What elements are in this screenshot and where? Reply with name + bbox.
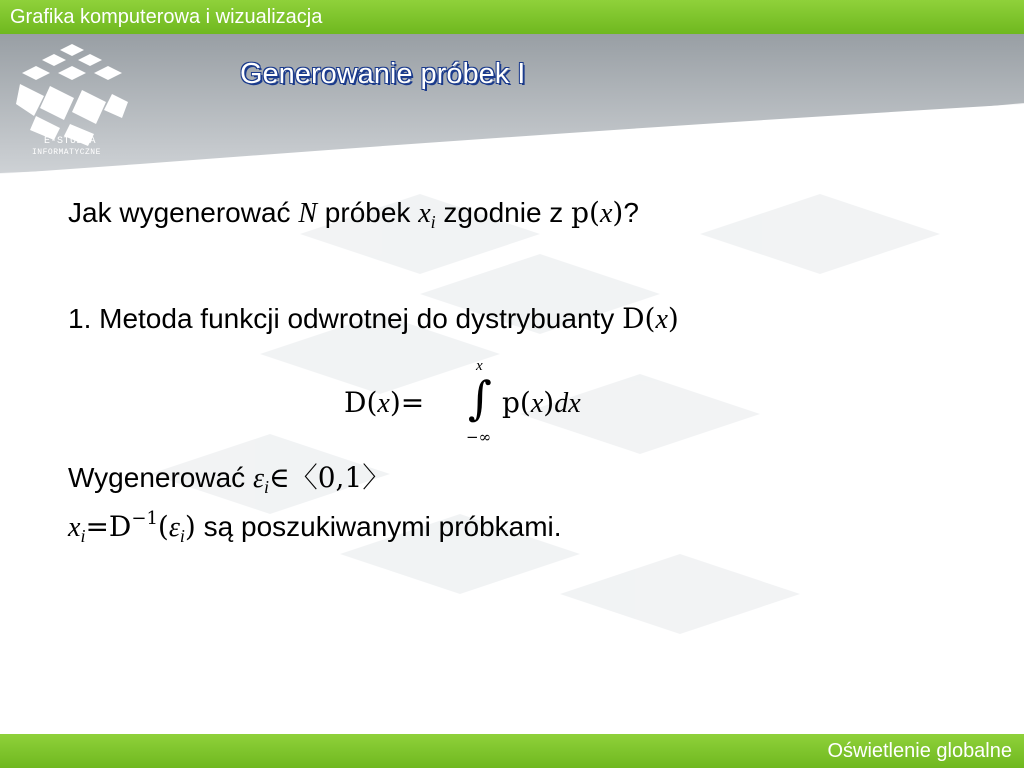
generate-text: Wygenerować (68, 462, 253, 493)
symbol-subscript-i: i (430, 212, 436, 232)
formula-equals: )= (389, 386, 425, 419)
result-epsilon-i: i (179, 526, 185, 546)
symbol-epsilon-i: i (264, 477, 270, 497)
course-title: Grafika komputerowa i wizualizacja (10, 6, 323, 28)
slide-title: Generowanie próbek I (240, 58, 526, 90)
symbol-p: p( (571, 196, 600, 229)
formula-p-close: ) (543, 386, 555, 419)
integral-sign: ∫ (468, 371, 492, 425)
formula-p: p( (502, 386, 531, 419)
symbol-epsilon: ε (252, 463, 264, 494)
result-x: x (68, 512, 81, 543)
integral-lower-limit: −∞ (466, 428, 492, 446)
section-title: Oświetlenie globalne (827, 740, 1012, 762)
method-line (68, 302, 679, 336)
formula-lhs (344, 386, 424, 420)
question-mark: ? (623, 197, 639, 228)
symbol-D-close: ) (667, 302, 679, 335)
formula-rhs (502, 386, 581, 420)
logo-text-estudia: E-STUDIA (44, 136, 97, 147)
result-close: ) (184, 510, 196, 543)
method-text: 1. Metoda funkcji odwrotnej do dystrybuanty (68, 303, 623, 334)
result-eq-D: =D (85, 510, 132, 543)
symbol-N: N (298, 198, 318, 229)
logo-text-informatyczne: INFORMATYCZNE (32, 148, 101, 157)
symbol-D: D( (622, 302, 656, 335)
generate-line (68, 456, 390, 498)
result-epsilon: ε (168, 512, 180, 543)
question-prefix: Jak wygenerować (68, 197, 299, 228)
result-x-i: i (80, 526, 86, 546)
result-text: są poszukiwanymi próbkami. (195, 511, 562, 542)
formula-D: D( (344, 386, 378, 419)
symbol-px: x (599, 198, 613, 229)
formula-x: x (377, 388, 390, 419)
formula-px: x (530, 388, 544, 419)
integral-upper-limit: x (476, 358, 483, 374)
question-after: zgodnie z (435, 197, 572, 228)
symbol-x: x (418, 198, 431, 229)
result-inverse-sup: −1 (131, 508, 158, 529)
header-bar (0, 0, 1024, 34)
symbol-Dx: x (655, 304, 668, 335)
result-open: ( (157, 510, 169, 543)
cdf-formula (344, 360, 644, 450)
formula-dx: dx (554, 388, 581, 419)
symbol-close-paren: ) (612, 196, 624, 229)
footer-bar (0, 734, 1024, 768)
question-mid: próbek (317, 197, 419, 228)
result-line (68, 508, 562, 547)
question-line (68, 196, 639, 233)
symbol-interval: ∈〈0,1〉 (269, 461, 391, 494)
